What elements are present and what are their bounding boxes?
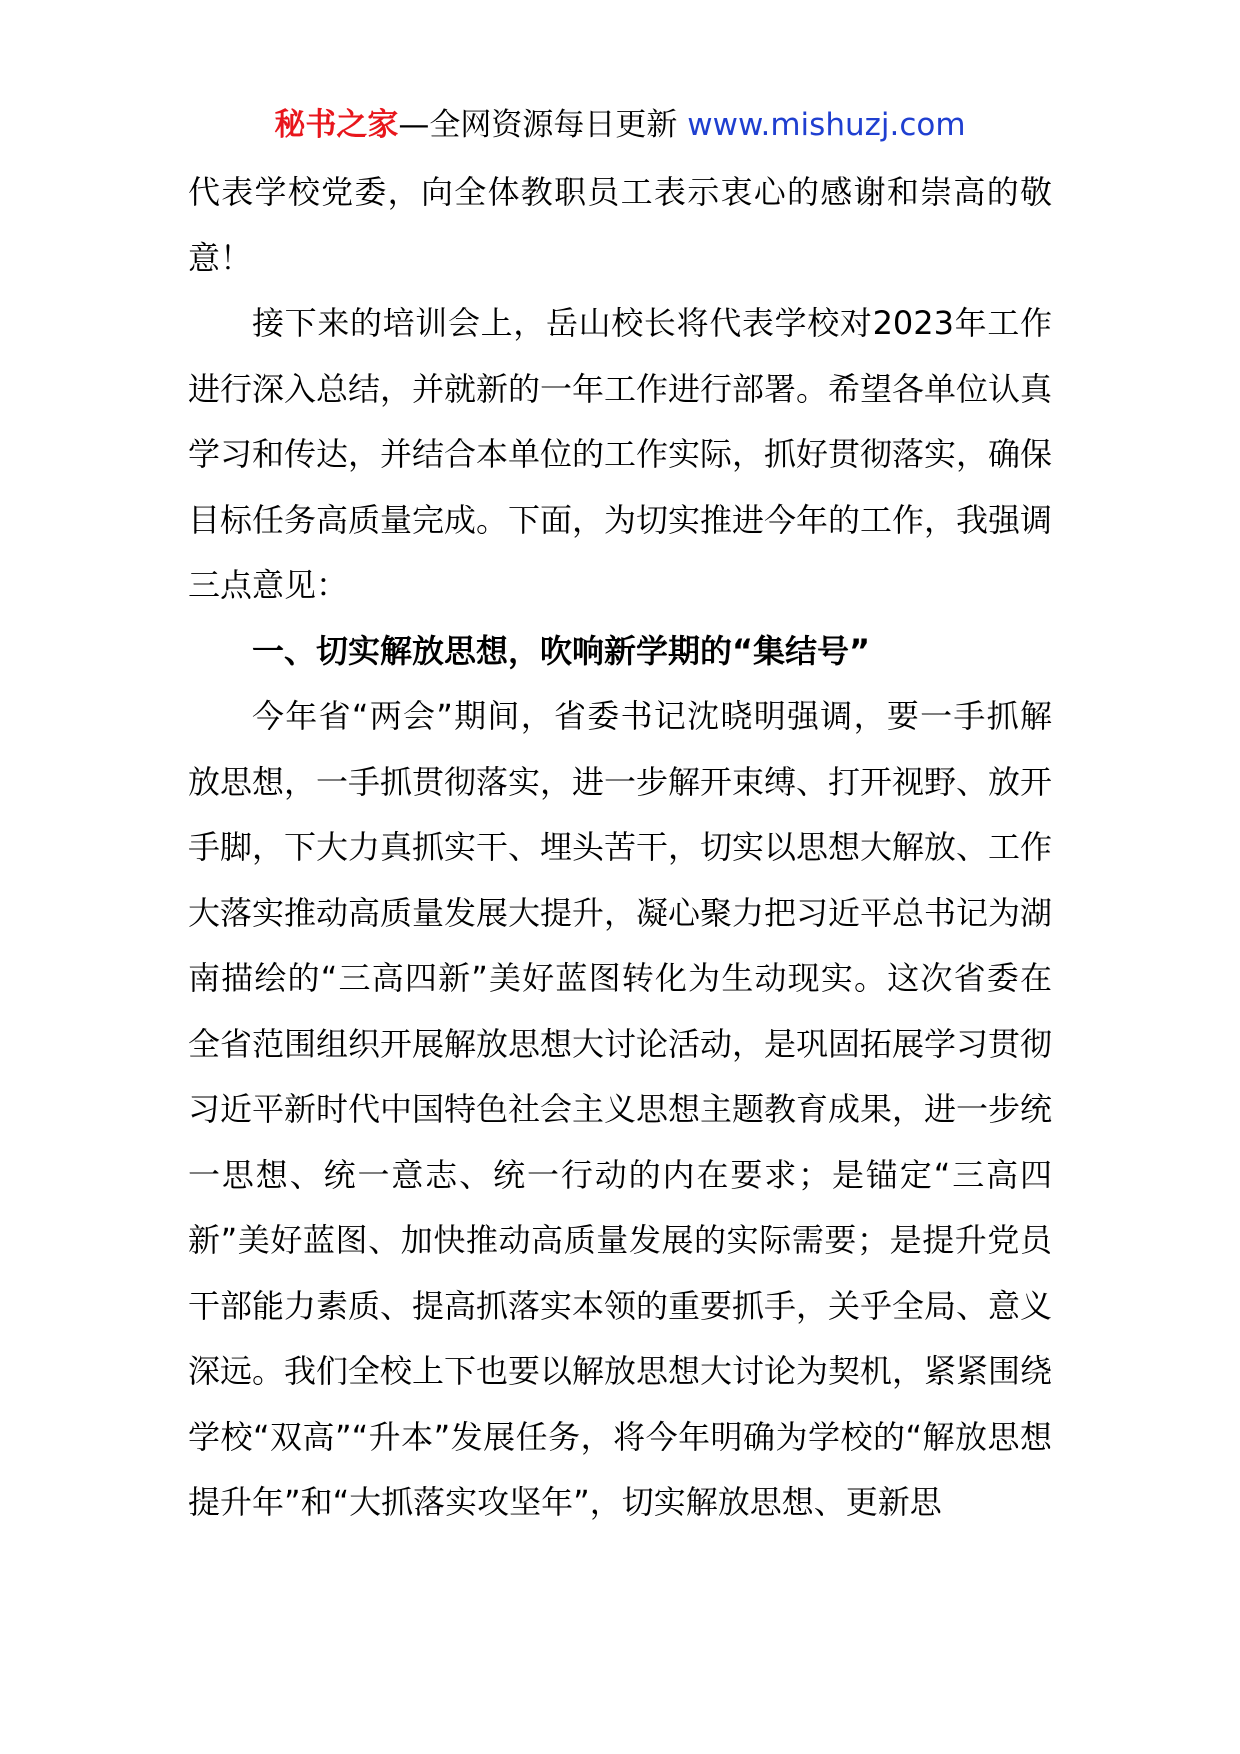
section-heading-1: 一、切实解放思想，吹响新学期的“集结号” — [252, 631, 871, 670]
paragraph-intro: 接下来的培训会上，岳山校长将代表学校对2023年工作进行深入总结，并就新的一年工作进行部署。希望各单位认真学习和传达，并结合本单位的工作实际，抓好贯彻落实，确保目标任务高质量完成。下面，为切实推进今年的工作，我强调三点意见： — [188, 304, 1053, 604]
site-header — [0, 100, 1240, 150]
document-body — [188, 160, 1052, 1536]
site-url-link[interactable]: www.mishuzj.com — [687, 107, 966, 143]
site-brand: 秘书之家 — [274, 107, 399, 143]
paragraph-continued: 代表学校党委，向全体教职员工表示衷心的感谢和崇高的敬意！ — [188, 173, 1052, 277]
paragraph-section-1: 今年省“两会”期间，省委书记沈晓明强调，要一手抓解放思想，一手抓贯彻落实，进一步解开束缚、打开视野、放开手脚，下大力真抓实干、埋头苦干，切实以思想大解放、工作大落实推动高质量发展大提升，凝心聚力把习近平总书记为湖南描绘的“三高四新”美好蓝图转化为生动现实。这次省委在全省范围组织开展解放思想大讨论活动，是巩固拓展学习贯彻习近平新时代中国特色社会主义思想主题教育成果，进一步统一思想、统一意志、统一行动的内在要求；是锚定“三高四新”美好蓝图、加快推动高质量发展的实际需要；是提升党员干部能力素质、提高抓落实本领的重要抓手，关乎全局、意义深远。我们全校上下也要以解放思想大讨论为契机，紧紧围绕学校“双高”“升本”发展任务，将今年明确为学校的“解放思想提升年”和“大抓落实攻坚年”，切实解放思想、更新思 — [188, 697, 1053, 1521]
site-tagline: —全网资源每日更新 — [398, 107, 688, 143]
